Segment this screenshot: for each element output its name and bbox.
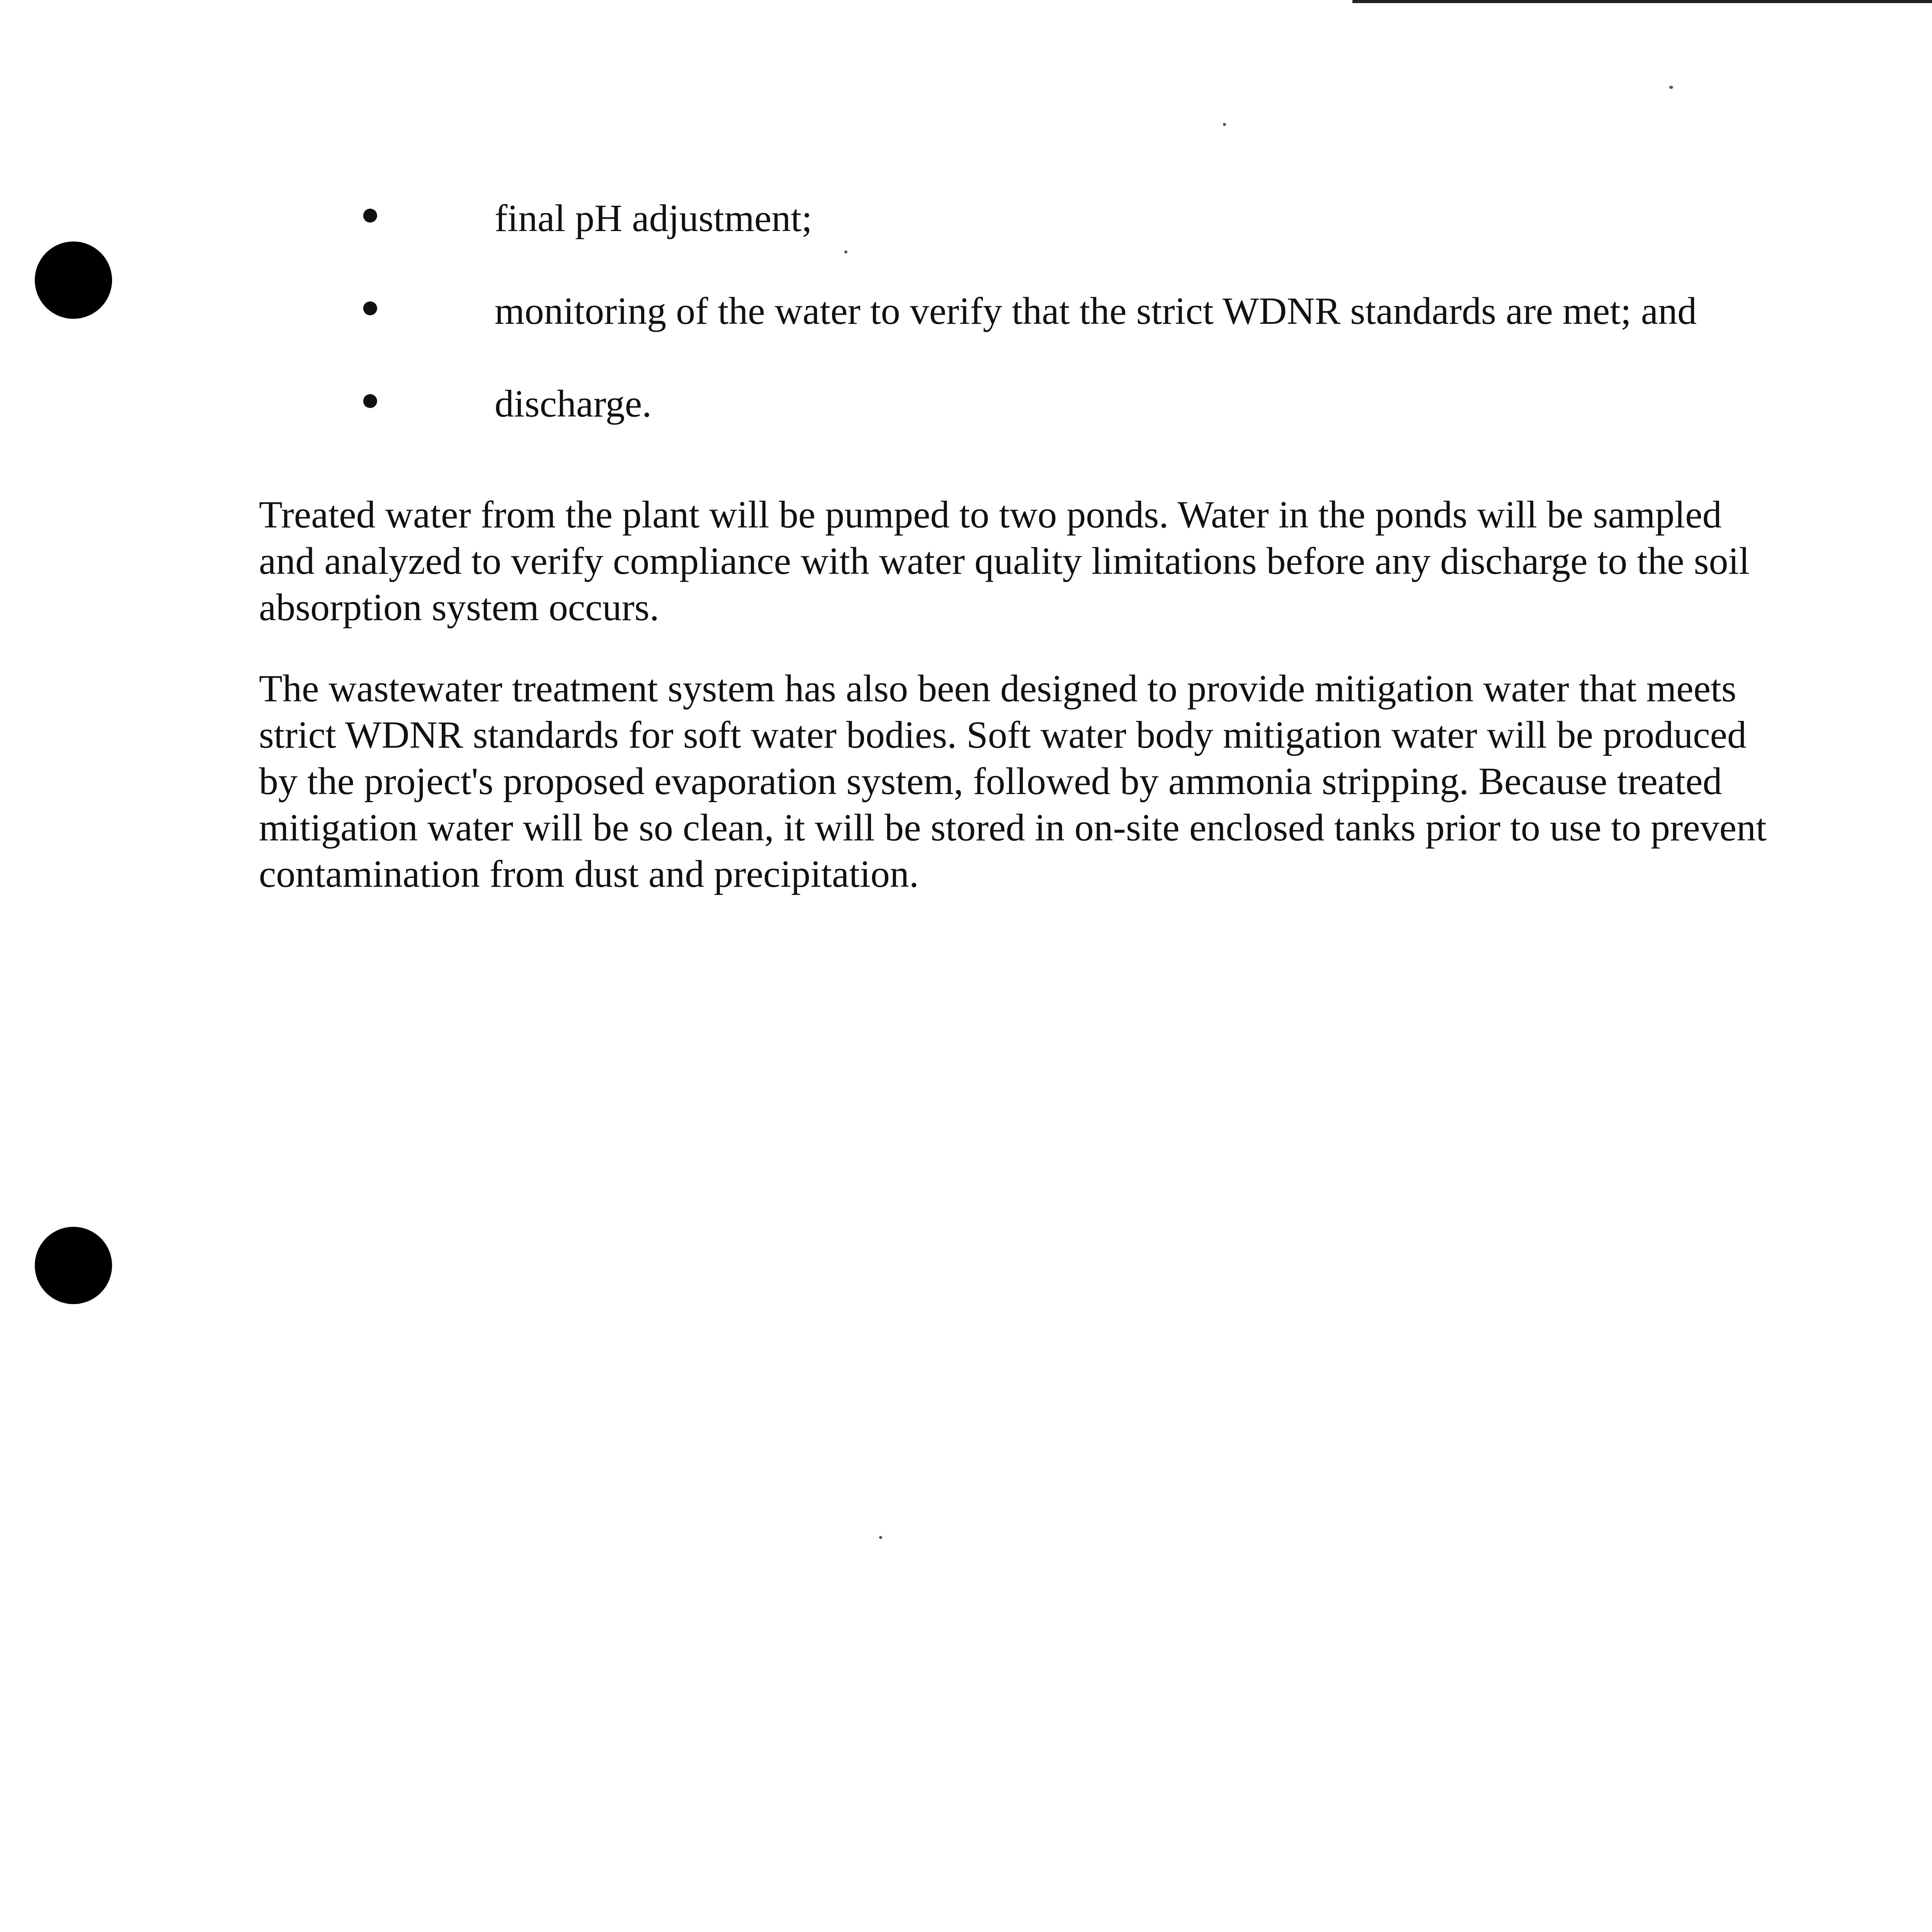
punch-hole-top	[35, 242, 112, 319]
paragraph-line: and analyzed to verify compliance with water quality limitations before any discharge to the soil	[259, 539, 1750, 582]
paragraph-line: contamination from dust and precipitation.	[259, 852, 919, 895]
paragraph-line: The wastewater treatment system has also been designed to provide mitigation water that meets	[259, 667, 1736, 710]
bullet-text: monitoring of the water to verify that the strict WDNR standards are met; and	[495, 289, 1697, 332]
paragraph-treated-water	[259, 492, 1785, 631]
paragraph-line: by the project's proposed evaporation system, followed by ammonia stripping. Because treated	[259, 760, 1722, 803]
bullet-icon	[363, 301, 377, 315]
paragraph-line: strict WDNR standards for soft water bodies. Soft water body mitigation water will be produced	[259, 713, 1747, 756]
punch-hole-middle	[35, 1227, 112, 1304]
scan-speck	[1223, 123, 1226, 126]
bullet-text: discharge.	[495, 382, 652, 425]
paragraph-line: mitigation water will be so clean, it will be stored in on-site enclosed tanks prior to use to prevent	[259, 806, 1767, 849]
bullet-icon	[363, 394, 377, 408]
paragraph-line: Treated water from the plant will be pumped to two ponds. Water in the ponds will be sampled	[259, 493, 1722, 536]
top-edge-rule	[1352, 0, 1932, 3]
scan-speck	[879, 1536, 882, 1539]
paragraph-line: absorption system occurs.	[259, 586, 659, 629]
paragraph-mitigation-water	[259, 665, 1785, 897]
bullet-text: final pH adjustment;	[495, 197, 813, 240]
scan-speck	[844, 250, 847, 253]
scan-speck	[1669, 86, 1673, 89]
bullet-icon	[363, 209, 377, 223]
